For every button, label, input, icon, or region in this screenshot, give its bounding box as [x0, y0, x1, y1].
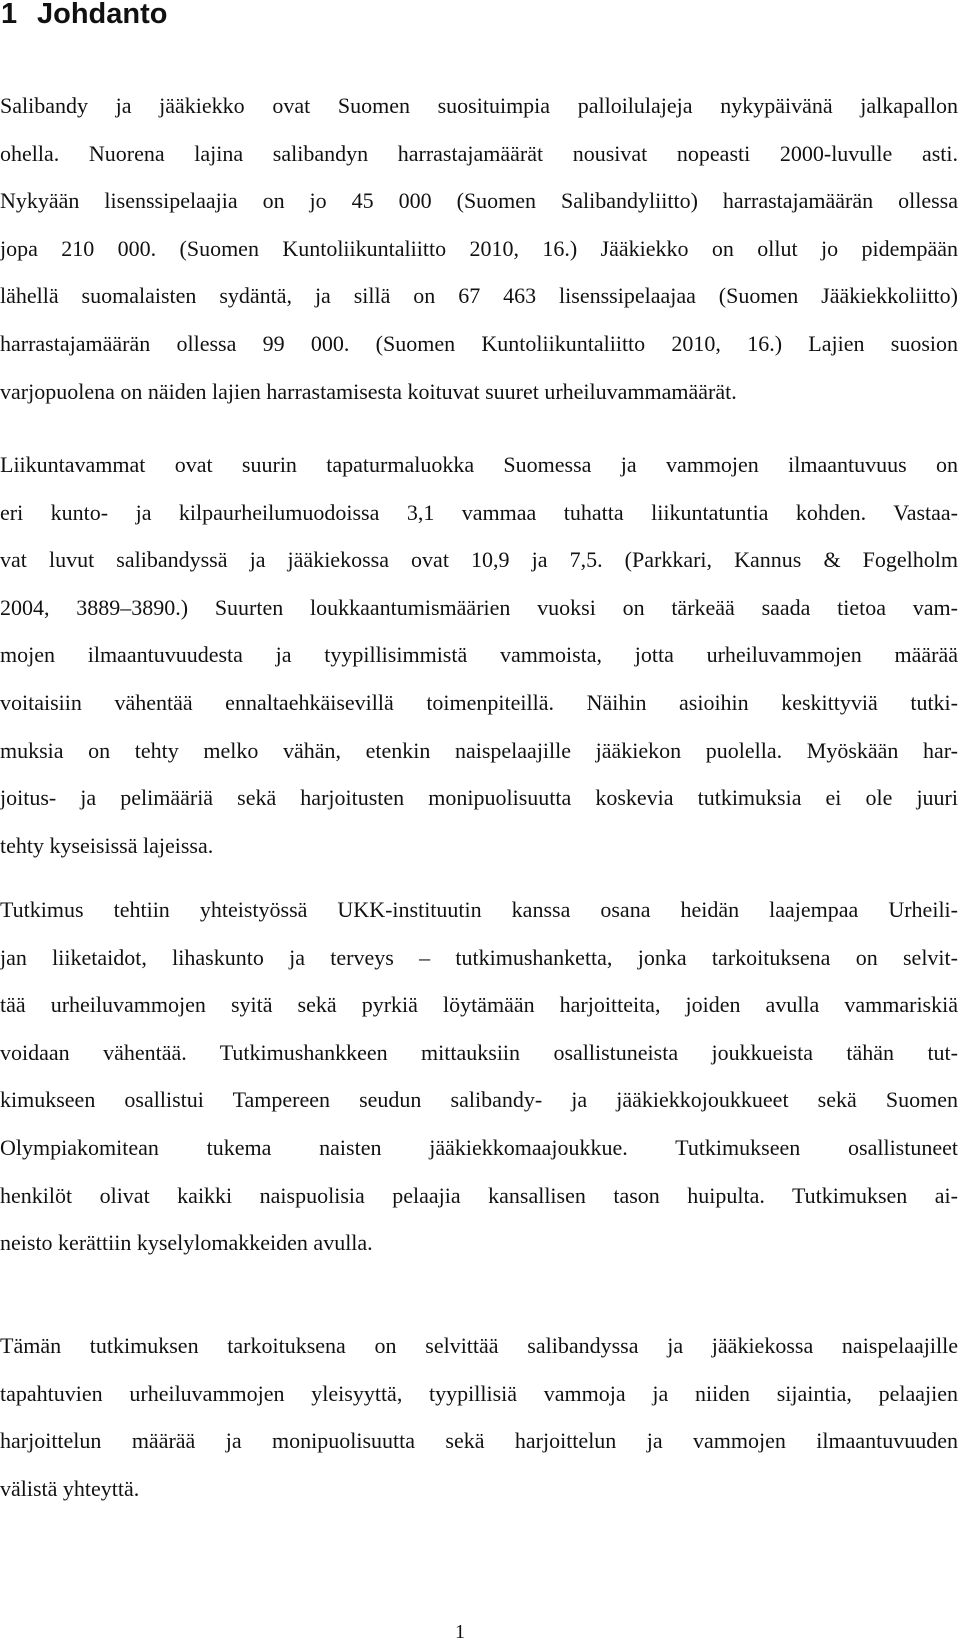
text-line: harjoittelun määrää ja monipuolisuutta sekä harjoittelun ja vammojen ilmaantuvuuden — [0, 1428, 958, 1454]
chapter-number: 1 — [1, 0, 18, 30]
text-line: mojen ilmaantuvuudesta ja tyypillisimmistä vammoista, jotta urheiluvammojen määrää — [0, 642, 958, 668]
text-line: Liikuntavammat ovat suurin tapaturmaluokka Suomessa ja vammojen ilmaantuvuus on — [0, 452, 958, 477]
text-line: voidaan vähentää. Tutkimushankkeen mittauksiin osallistuneista joukkueista tähän tut- — [0, 1039, 958, 1065]
text-line: harrastajamäärän ollessa 99 000. (Suomen Kuntoliikuntaliitto 2010, 16.) Lajien suosion — [0, 330, 958, 356]
text-line: Nykyään lisenssipelaajia on jo 45 000 (Suomen Salibandyliitto) harrastajamäärän ollessa — [0, 188, 958, 214]
page-number: 1 — [455, 1621, 465, 1643]
paragraph-4 — [0, 1322, 958, 1512]
text-line: Salibandy ja jääkiekko ovat Suomen suosituimpia palloilulajeja nykypäivänä jalkapallon — [0, 93, 958, 118]
text-line: henkilöt olivat kaikki naispuolisia pelaajia kansallisen tason huipulta. Tutkimuksen ai- — [0, 1182, 958, 1208]
paragraph-2 — [0, 441, 958, 869]
text-line: välistä yhteyttä. — [0, 1475, 140, 1501]
text-line: varjopuolena on näiden lajien harrastamisesta koituvat suuret urheiluvammamäärät. — [0, 378, 737, 404]
text-line: 2004, 3889–3890.) Suurten loukkaantumismäärien vuoksi on tärkeää saada tietoa vam- — [0, 594, 958, 620]
text-line: jopa 210 000. (Suomen Kuntoliikuntaliitto 2010, 16.) Jääkiekko on ollut jo pidempään — [0, 235, 958, 261]
text-line: joitus- ja pelimääriä sekä harjoitusten monipuolisuutta koskevia tutkimuksia ei ole juuri — [0, 785, 958, 811]
text-line: Olympiakomitean tukema naisten jääkiekkomaajoukkue. Tutkimukseen osallistuneet — [0, 1134, 958, 1160]
text-line: Tutkimus tehtiin yhteistyössä UKK-instituutin kanssa osana heidän laajempaa Urheili- — [0, 897, 958, 922]
text-line: ohella. Nuorena lajina salibandyn harrastajamäärät nousivat nopeasti 2000-luvulle asti. — [0, 140, 958, 166]
chapter-heading — [1, 0, 168, 32]
text-line: muksia on tehty melko vähän, etenkin naispelaajille jääkiekon puolella. Myöskään har- — [0, 737, 958, 763]
paragraph-1 — [0, 82, 958, 415]
text-line: eri kunto- ja kilpaurheilumuodoissa 3,1 vammaa tuhatta liikuntatuntia kohden. Vastaa- — [0, 499, 958, 525]
text-line: jan liiketaidot, lihaskunto ja terveys – tutkimushanketta, jonka tarkoituksena on selvit- — [0, 944, 958, 970]
paragraph-3 — [0, 886, 958, 1267]
text-line: neisto kerättiin kyselylomakkeiden avulla. — [0, 1230, 373, 1256]
text-line: tää urheiluvammojen syitä sekä pyrkiä löytämään harjoitteita, joiden avulla vammariskiä — [0, 992, 958, 1018]
text-line: Tämän tutkimuksen tarkoituksena on selvittää salibandyssa ja jääkiekossa naispelaajille — [0, 1333, 958, 1358]
chapter-title: Johdanto — [37, 0, 168, 30]
text-line: vat luvut salibandyssä ja jääkiekossa ovat 10,9 ja 7,5. (Parkkari, Kannus & Fogelholm — [0, 547, 958, 573]
text-line: lähellä suomalaisten sydäntä, ja sillä on 67 463 lisenssipelaajaa (Suomen Jääkiekkoliitto) — [0, 283, 958, 309]
text-line: voitaisiin vähentää ennaltaehkäisevillä toimenpiteillä. Näihin asioihin keskittyviä tutki- — [0, 689, 958, 715]
text-line: tapahtuvien urheiluvammojen yleisyyttä, tyypillisiä vammoja ja niiden sijaintia, pelaajien — [0, 1380, 958, 1406]
text-line: kimukseen osallistui Tampereen seudun salibandy- ja jääkiekkojoukkueet sekä Suomen — [0, 1087, 958, 1113]
text-line: tehty kyseisissä lajeissa. — [0, 832, 214, 858]
